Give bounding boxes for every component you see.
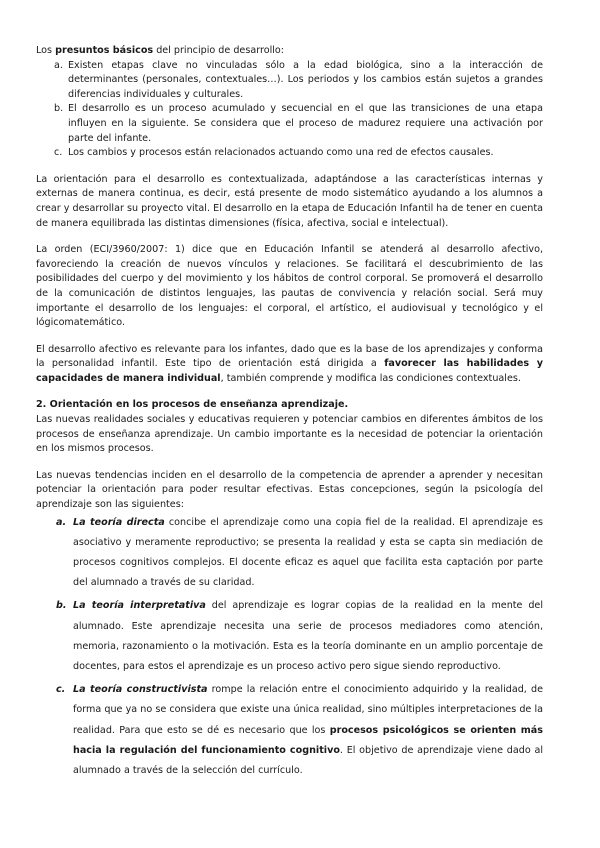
theory-text: rompe la relación entre el conocimiento adquirido y la realidad, de forma que ya no se considera que existe una única realidad, sino múltiples interpretaciones de la realidad. Para que esto se dé es necesario que los [73,684,543,736]
orden-paragraph: La orden (ECI/3960/2007: 1) dice que en Educación Infantil se atenderá al desarrollo afectivo, favoreciendo la creación de nuevos vínculos y relaciones. Se facilitará el descubrimiento de las posibilidades del cuerpo y del movimiento y los hábitos de control corporal. Se promoverá el desarrollo de la comunicación de distintos lenguajes, las pautas de convivencia y relación social. Será muy importante el desarrollo de los lenguajes: el corporal, el artístico, el audiovisual y tecnológico y el lógicomatemático. [36,244,543,329]
section-heading [36,398,543,413]
theories-list [36,513,543,782]
document-page [36,44,543,784]
list-item [36,513,543,594]
intro-text-end: del principio de desarrollo: [153,45,285,56]
list-item [36,102,543,146]
intro-line [36,44,543,59]
list-item-text: El desarrollo es un proceso acumulado y secuencial en el que las transiciones de una etapa influyen en la siguiente. Se considera que el proceso de madurez requiere una activación por parte del infante. [68,103,543,144]
affective-text: El desarrollo afectivo es relevante para los infantes, dado que es la base de los aprendizajes y conforma la personalidad infantil. Este tipo de orientación está dirigida a [36,343,543,370]
theory-bold: procesos psicológicos se orienten más hacia la regulación del funcionamiento cognitivo [73,724,543,756]
intro-text: Los [36,45,56,56]
theory-title: La teoría interpretativa [73,600,206,612]
list-marker: c. [56,684,66,696]
list-item-text: Los cambios y procesos están relacionados actuando como una red de efectos causales. [68,147,494,159]
theory-title: La teoría constructivista [73,684,208,696]
list-item-text: Existen etapas clave no vinculadas sólo a la edad biológica, sino a la interacción de determinantes (personales, contextuales…). Los periodos y los cambios están sujetos a grandes diferencias individuales y culturales. [68,59,543,100]
list-marker: a. [54,59,63,71]
list-item [36,680,543,781]
section-text: Las nuevas realidades sociales y educativas requieren y potenciar cambios en diferentes ámbitos de los procesos de enseñanza aprendizaje. Un cambio importante es la necesidad de potenciar la orientación en los mismos procesos. [36,414,543,455]
section-2 [36,398,543,456]
affective-text-end: , también comprende y modifica las condiciones contextuales. [220,372,521,384]
intro-bold: presuntos básicos [55,45,154,56]
list-item [36,59,543,103]
theory-text-end: . El objetivo de aprendizaje viene dado al alumnado a través de la selección del currículo. [73,744,543,777]
list-item [36,146,543,161]
tendencies-paragraph: Las nuevas tendencias inciden en el desarrollo de la competencia de aprender a aprender y necesitan potenciar la orientación para poder resultar efectivas. Estas concepciones, según la psicología del aprendizaje son las siguientes: [36,469,543,511]
affective-bold: favorecer las habilidades y capacidades de manera individual [36,358,543,384]
principles-list [36,59,543,161]
list-item [36,596,543,677]
affective-paragraph [36,343,543,387]
orientation-paragraph: La orientación para el desarrollo es contextualizada, adaptándose a las características internas y externas de manera continua, es decir, está presente de modo sistemático ayudando a los alumnos a crear y desarrollar su proyecto vital. El desarrollo en la etapa de Educación Infantil ha de tener en cuenta de manera equilibrada las distintas dimensiones (física, afectiva, social e intelectual). [36,173,543,229]
list-marker: b. [54,103,64,115]
theory-text: del aprendizaje es lograr copias de la realidad en la mente del alumnado. Este aprendizaje necesita una serie de procesos mediadores como atención, memoria, razonamiento o la motivación. Esta es la teoría dominante en un amplio porcentaje de docentes, para estos el aprendizaje es un proceso activo pero sigue siendo reproductivo. [73,600,543,673]
list-marker: c. [54,147,63,159]
list-marker: b. [56,600,67,612]
theory-text: concibe el aprendizaje como una copia fiel de la realidad. El aprendizaje es asociativo y meramente reproductivo; se presenta la realidad y esta se capta sin mediación de procesos cognitivos complejos. El docente eficaz es aquel que facilita esta captación por parte del alumnado a través de su claridad. [73,516,543,589]
section-heading-text: 2. Orientación en los procesos de enseñanza aprendizaje. [36,399,349,411]
theory-title: La teoría directa [73,516,165,528]
list-marker: a. [56,516,67,528]
